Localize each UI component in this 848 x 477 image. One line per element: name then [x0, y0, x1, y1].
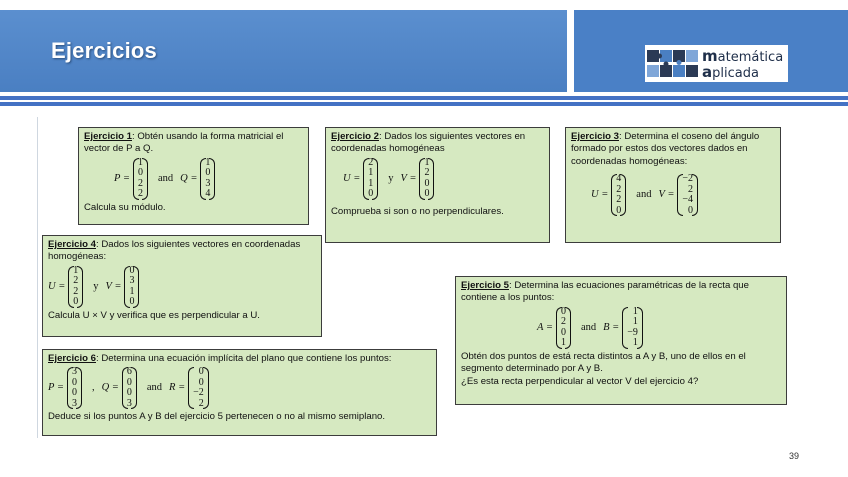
exercise-1-heading: Ejercicio 1 — [84, 131, 132, 142]
exercise-6-box — [42, 349, 437, 436]
exercise-2-text: : Dados los siguientes vectores en coordenadas homogéneas — [331, 131, 526, 155]
exercise-2-box — [325, 127, 550, 243]
exercise-5-heading: Ejercicio 5 — [461, 280, 509, 291]
point-a-matrix: 0 2 0 1 — [556, 307, 571, 349]
exercise-1-footer: Calcula su módulo. — [84, 201, 166, 213]
exercise-5-math: A = 0 2 0 1 and B = 1 1 −9 1 — [537, 307, 781, 349]
point-p-matrix: 3 0 0 3 — [67, 367, 82, 409]
vector-p-matrix: 1 0 2 2 — [133, 158, 148, 200]
vector-v-matrix: 1 2 0 0 — [419, 158, 434, 200]
exercise-4-footer: Calcula U × V y verifica que es perpendicular a U. — [48, 309, 260, 321]
exercise-6-footer: Deduce si los puntos A y B del ejercicio 5 pertenecen o no al mismo semiplano. — [48, 411, 386, 423]
exercise-3-box — [565, 127, 781, 243]
vector-q-label: Q = — [180, 172, 198, 184]
matematica-aplicada-logo — [645, 45, 788, 82]
divider-line-top — [0, 96, 848, 100]
exercise-6-text: : Determina una ecuación implícita del plano que contiene los puntos: — [96, 353, 392, 364]
vector-u-matrix: 1 2 2 0 — [68, 266, 83, 308]
exercise-4-heading: Ejercicio 4 — [48, 239, 96, 250]
puzzle-logo-icon — [647, 48, 699, 80]
divider-line-bottom — [0, 102, 848, 106]
logo-text-line1: matemática — [702, 47, 784, 65]
exercise-6-heading: Ejercicio 6 — [48, 353, 96, 364]
point-q-matrix: 6 0 0 3 — [122, 367, 137, 409]
slide-title: Ejercicios — [51, 38, 157, 63]
exercise-2-footer: Comprueba si son o no perpendiculares. — [331, 205, 504, 217]
exercise-5-box — [455, 276, 787, 405]
vector-p-label: P = — [114, 172, 130, 184]
logo-text-line2: aplicada — [702, 63, 759, 81]
vector-u-matrix: 4 2 2 0 — [611, 174, 626, 216]
exercise-3-heading: Ejercicio 3 — [571, 131, 619, 142]
exercise-2-heading: Ejercicio 2 — [331, 131, 379, 142]
exercise-4-math: U = 1 2 2 0 y V = 0 3 1 0 — [48, 266, 316, 308]
point-r-matrix: 0 0 −2 2 — [188, 367, 209, 409]
vector-v-matrix: 0 3 1 0 — [124, 266, 139, 308]
page-number: 39 — [789, 451, 800, 461]
vector-v-matrix: −2 2 −4 0 — [677, 174, 698, 216]
exercise-5-footer: Obtén dos puntos de está recta distintos a A y B, uno de ellos en el segmento determinado por A y B. — [461, 350, 746, 375]
point-b-matrix: 1 1 −9 1 — [622, 307, 643, 349]
exercise-3-math: U = 4 2 2 0 and V = −2 2 −4 0 — [591, 174, 775, 216]
exercise-5-text: : Determina las ecuaciones paramétricas de la recta que contiene a los puntos: — [461, 280, 749, 304]
exercise-1-math: P = 1 0 2 2 and Q = 1 0 3 4 — [114, 158, 303, 200]
exercise-4-box — [42, 235, 322, 337]
exercise-1-box — [78, 127, 309, 225]
exercise-5-question: ¿Es esta recta perpendicular al vector V del ejercicio 4? — [461, 375, 699, 387]
exercise-6-math: P = 3 0 0 3 , Q = 6 0 0 3 and R = 0 0 −2 2 — [48, 367, 431, 409]
exercise-2-math: U = 2 1 1 0 y V = 1 2 0 0 — [343, 158, 544, 200]
vector-u-matrix: 2 1 1 0 — [363, 158, 378, 200]
exercise-4-text: : Dados los siguientes vectores en coordenadas homogéneas: — [48, 239, 301, 263]
exercise-3-text: : Determina el coseno del ángulo formado por estos dos vectores dados en coordenadas homogéneas: — [571, 131, 760, 167]
exercise-1-text: : Obtén usando la forma matricial el vector de P a Q. — [84, 131, 284, 155]
banner-gap — [567, 10, 574, 92]
vector-q-matrix: 1 0 3 4 — [200, 158, 215, 200]
